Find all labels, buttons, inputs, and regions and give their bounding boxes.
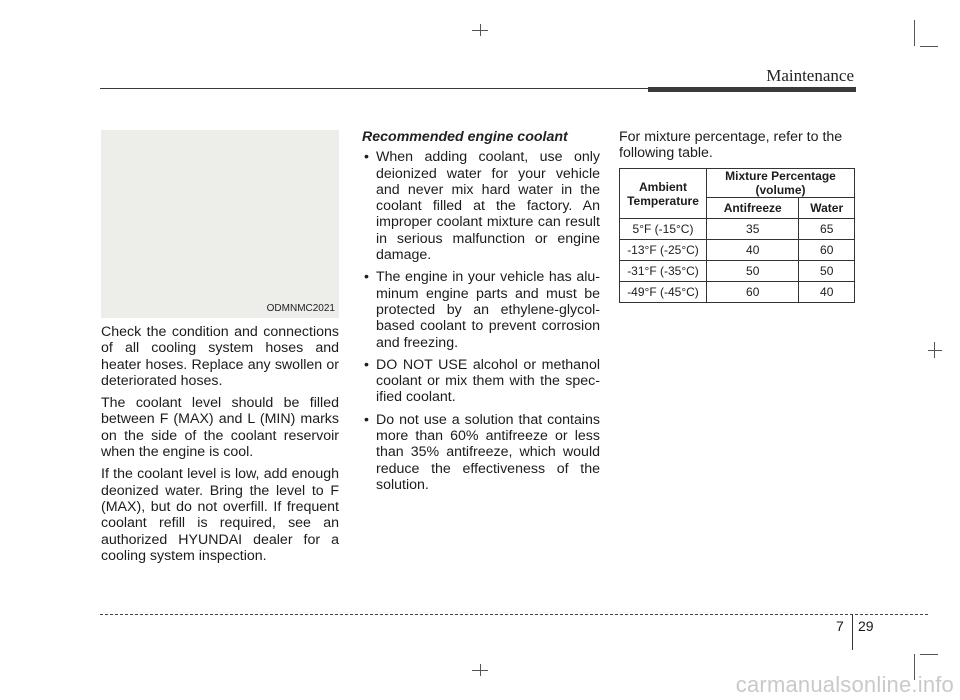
page-separator — [852, 614, 853, 650]
cell-temp: 5°F (-15°C) — [620, 219, 707, 240]
crop-mark-top-center-h — [472, 30, 488, 31]
crop-mark-right-middle-v — [934, 342, 935, 358]
cell-temp: -31°F (-35°C) — [620, 261, 707, 282]
crop-mark-bottom-center-h — [472, 670, 488, 671]
crop-mark-right-middle — [928, 350, 942, 351]
page-number: 29 — [858, 618, 874, 634]
section-title: Maintenance — [766, 66, 854, 85]
crop-mark-top-right-h — [920, 46, 938, 47]
right-column — [619, 129, 855, 168]
coolant-bullets — [362, 149, 600, 493]
crop-mark-top-right — [914, 20, 915, 46]
bullet-item: • Do not use a solution that contains more than 60% antifreeze or less than 35% antifreeze, which would reduce the effectiveness of the solution. — [362, 412, 600, 493]
cell-water: 65 — [799, 219, 855, 240]
cell-temp: -49°F (-45°C) — [620, 282, 707, 303]
cell-antifreeze: 50 — [707, 261, 799, 282]
watermark: carmanualsonline.info — [735, 672, 954, 697]
bullet-item: • When adding coolant, use only deionized water for your vehicle and never mix hard water in the coolant filled at the factory. An improper coolant mixture can result in serious malfunction or engine damage. — [362, 149, 600, 263]
footer-rule — [100, 614, 928, 615]
header-antifreeze: Antifreeze — [707, 198, 799, 219]
mixture-table — [619, 168, 855, 303]
cell-antifreeze: 35 — [707, 219, 799, 240]
crop-mark-bottom-right-h — [920, 654, 938, 655]
chapter-number: 7 — [836, 618, 844, 634]
bullet-item: • The engine in your vehicle has alu-minum engine parts and must be protected by an ethylene-glycol-based coolant to prevent corrosion and freezing. — [362, 269, 600, 350]
table-intro: For mixture percentage, refer to the following table. — [619, 129, 843, 162]
header-rule-thin — [100, 88, 660, 89]
paragraph-refill: If the coolant level is low, add enough deonized water. Bring the level to F (MAX), but do not overfill. If frequent coolant refill is required, see an authorized HYUNDAI dealer for a cooling system inspection. — [101, 466, 339, 564]
table-row — [620, 219, 855, 240]
header-water: Water — [799, 198, 855, 219]
paragraph-level: The coolant level should be filled between F (MAX) and L (MIN) marks on the side of the coolant reservoir when the engine is cool. — [101, 395, 339, 461]
cell-water: 50 — [799, 261, 855, 282]
table-row — [620, 240, 855, 261]
coolant-figure — [101, 130, 339, 318]
cell-water: 40 — [799, 282, 855, 303]
cell-antifreeze: 40 — [707, 240, 799, 261]
cell-water: 60 — [799, 240, 855, 261]
paragraph-hoses: Check the condition and connections of all cooling system hoses and heater hoses. Replace any swollen or deteriorated hoses. — [101, 324, 339, 389]
header-mixture: Mixture Percentage (volume) — [707, 169, 855, 198]
header-rule — [648, 87, 856, 92]
figure-caption: ODMNMC2021 — [266, 303, 335, 314]
table-row — [620, 261, 855, 282]
middle-column — [362, 129, 600, 499]
left-column — [101, 324, 339, 570]
cell-temp: -13°F (-25°C) — [620, 240, 707, 261]
header-ambient: Ambient Temperature — [620, 169, 707, 219]
table-row — [620, 282, 855, 303]
bullet-item: • DO NOT USE alcohol or methanol coolant or mix them with the spec-ified coolant. — [362, 357, 600, 406]
coolant-heading: Recommended engine coolant — [362, 129, 568, 145]
cell-antifreeze: 60 — [707, 282, 799, 303]
